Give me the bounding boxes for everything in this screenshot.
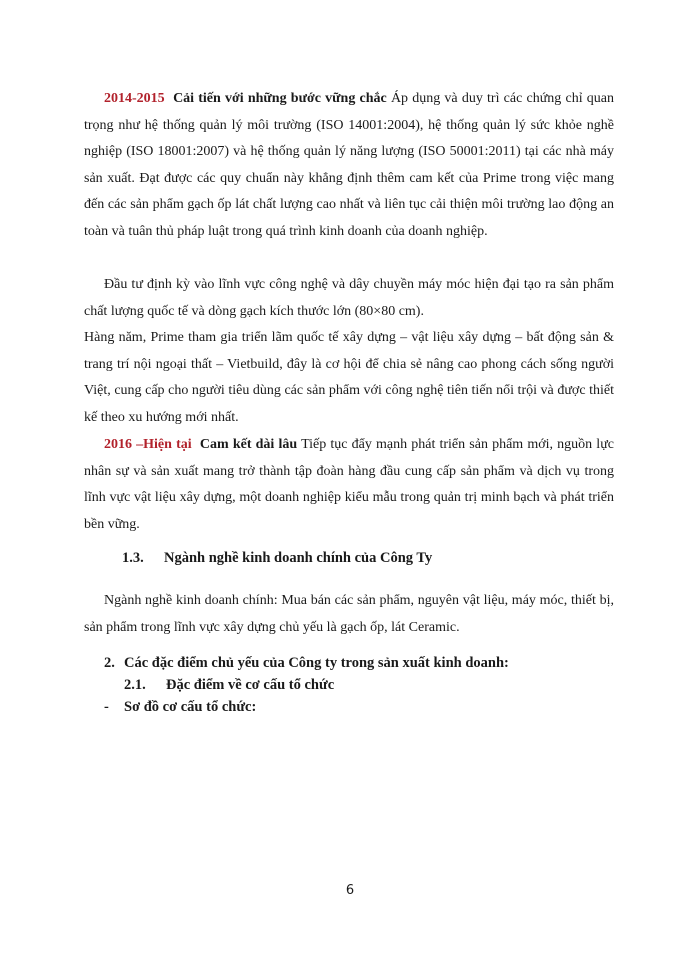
page-number: 6 [345,883,355,898]
milestone-title: Cam kết dài lâu [199,437,298,452]
bullet-org-chart [104,699,256,716]
paragraph-2014-2015 [84,86,614,245]
heading-number: 1.3. [122,550,144,566]
year-label: 2016 –Hiện tại [104,437,192,452]
paragraph-text: Tiếp tục đẩy mạnh phát triển sản phẩm mới, nguồn lực nhân sự và sản xuất mang trở thành tập đoàn hàng đầu cung cấp sản phẩm và dịch vụ trong lĩnh vực vật liệu xây dựng, một doanh nghiệp kiểu mẫu trong quản trị minh bạch và phát triển bền vững. [84,437,615,532]
paragraph-business-lines: Ngành nghề kinh doanh chính: Mua bán các sản phẩm, nguyên vật liệu, máy móc, thiết bị, sản phẩm trong lĩnh vực xây dựng chủ yếu là gạch ốp, lát Ceramic. [84,593,614,635]
paragraph-2016-present [84,432,614,538]
heading-2 [104,655,509,672]
paragraph-investment: Đầu tư định kỳ vào lĩnh vực công nghệ và dây chuyền máy móc hiện đại tạo ra sản phẩm chất lượng quốc tế và dòng gạch kích thước lớn (80×80 cm). [84,277,614,319]
heading-number: 2.1. [124,677,146,693]
bullet-text: Sơ đồ cơ cấu tổ chức: [124,699,257,715]
heading-text: Ngành nghề kinh doanh chính của Công Ty [164,550,433,566]
heading-number: 2. [104,655,115,671]
bullet-dash: - [104,699,109,715]
heading-text: Đặc điểm về cơ cấu tổ chức [166,677,335,693]
heading-1-3 [122,550,432,567]
paragraph-annual: Hàng năm, Prime tham gia triển lãm quốc tế xây dựng – vật liệu xây dựng – bất động sản & trang trí nội ngoại thất – Vietbuild, đây là cơ hội để chia sẻ nâng cao phong cách sống người Việt, cung cấp cho người tiêu dùng các sản phẩm với công nghệ tiên tiến nổi trội và được thiết kế theo xu hướng mới nhất. [84,330,614,425]
heading-text: Các đặc điểm chủ yếu của Công ty trong sản xuất kinh doanh: [124,655,509,671]
milestone-title: Cải tiến với những bước vững chắc [173,91,387,106]
heading-2-1 [124,677,334,694]
year-label: 2014-2015 [104,91,165,106]
paragraph-text: Áp dụng và duy trì các chứng chỉ quan trọng như hệ thống quản lý môi trường (ISO 14001:2004), hệ thống quản lý sức khỏe nghề nghiệp (ISO 18001:2007) và hệ thống quản lý năng lượng (ISO 50001:2011) tại các nhà máy sản xuất. Đạt được các quy chuẩn này khẳng định thêm cam kết của Prime trong việc mang đến các sản phẩm gạch ốp lát chất lượng cao nhất và liên tục cải thiện môi trường lao động an toàn và tuân thủ pháp luật trong quá trình kinh doanh của doanh nghiệp. [84,91,615,239]
